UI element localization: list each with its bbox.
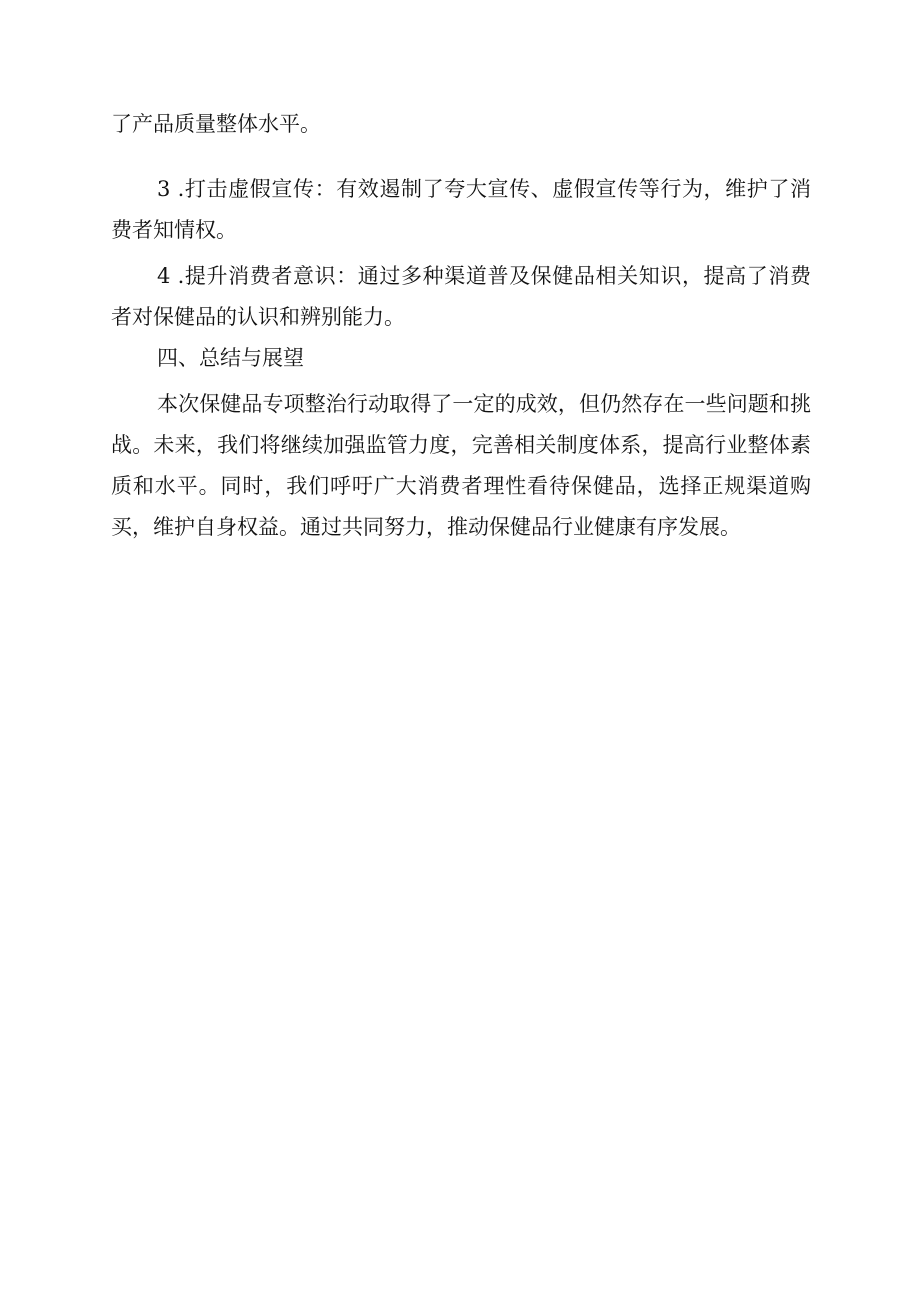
paragraph-item-3: 3 .打击虚假宣传：有效遏制了夸大宣传、虚假宣传等行为，维护了消费者知情权。 bbox=[111, 177, 811, 242]
paragraph-item-4: 4 .提升消费者意识：通过多种渠道普及保健品相关知识，提高了消费者对保健品的认识和辨别能力。 bbox=[111, 264, 811, 329]
paragraph-summary: 本次保健品专项整治行动取得了一定的成效，但仍然存在一些问题和挑战。未来，我们将继续加强监管力度，完善相关制度体系，提高行业整体素质和水平。同时，我们呼吁广大消费者理性看待保健品，选择正规渠道购买，维护自身权益。通过共同努力，推动保健品行业健康有序发展。 bbox=[111, 392, 811, 539]
paragraph-continuation: 了产品质量整体水平。 bbox=[111, 112, 321, 136]
document-body bbox=[111, 104, 811, 548]
section-heading: 四、总结与展望 bbox=[157, 346, 304, 370]
